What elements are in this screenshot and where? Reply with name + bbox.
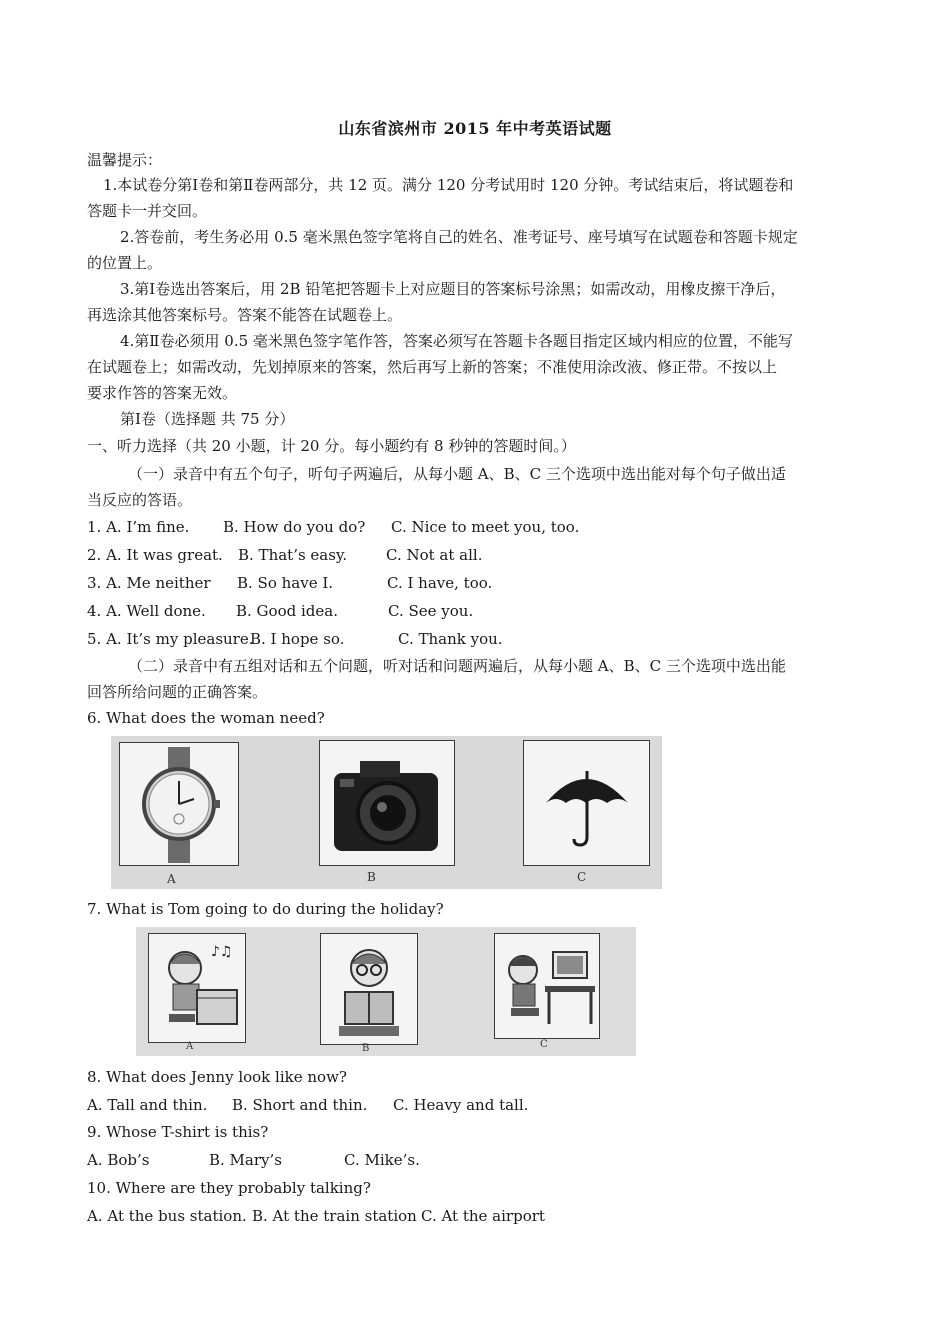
notice-item-3-line-2: 再选涂其他答案标号。答案不能答在试题卷上。 xyxy=(87,306,403,324)
notice-item-4-line-2: 在试题卷上；如需改动，先划掉原来的答案，然后再写上新的答案；不准使用涂改液、修正带。不按以上 xyxy=(87,358,778,376)
q5-option-c: C. Thank you. xyxy=(398,630,503,648)
play-piano-icon xyxy=(149,934,245,1042)
subsection-2-line-2: 回答所给问题的正确答案。 xyxy=(87,683,268,701)
q7-panel-b xyxy=(320,933,418,1045)
q10-option-a: A. At the bus station. xyxy=(87,1207,247,1225)
q7-caption-b: B xyxy=(362,1043,370,1054)
subsection-2-line-1: （二）录音中有五组对话和五个问题，听对话和问题两遍后，从每小题 A、B、C 三个选项中选出能 xyxy=(128,657,786,675)
q5-option-a: 5. A. It’s my pleasure. xyxy=(87,630,254,648)
notice-item-4-line-3: 要求作答的答案无效。 xyxy=(87,384,238,402)
section-1-heading: 一、听力选择（共 20 小题，计 20 分。每小题约有 8 秒钟的答题时间。） xyxy=(87,437,576,455)
notice-item-1-line-1: 1.本试卷分第Ⅰ卷和第Ⅱ卷两部分，共 12 页。满分 120 分考试用时 120 分钟。考试结束后，将试题卷和 xyxy=(103,176,794,194)
q8-option-b: B. Short and thin. xyxy=(232,1096,368,1114)
notice-heading: 温馨提示： xyxy=(87,151,163,169)
umbrella-icon xyxy=(524,741,649,865)
notice-item-3-line-1: 3.第Ⅰ卷选出答案后，用 2B 铅笔把答题卡上对应题目的答案标号涂黑；如需改动，用橡皮擦干净后， xyxy=(120,280,786,298)
q7-panel-c xyxy=(494,933,600,1039)
q7-question: 7. What is Tom going to do during the holiday? xyxy=(87,900,444,918)
q10-option-c: C. At the airport xyxy=(421,1207,545,1225)
q5-option-b: B. I hope so. xyxy=(250,630,345,648)
q4-option-c: C. See you. xyxy=(388,602,474,620)
q8-option-c: C. Heavy and tall. xyxy=(393,1096,529,1114)
subsection-1-line-2: 当反应的答语。 xyxy=(87,491,193,509)
q9-option-a: A. Bob’s xyxy=(87,1151,150,1169)
q9-option-b: B. Mary’s xyxy=(209,1151,282,1169)
q7-caption-a: A xyxy=(186,1041,194,1052)
q8-question: 8. What does Jenny look like now? xyxy=(87,1068,347,1086)
notice-item-2-line-2: 的位置上。 xyxy=(87,254,163,272)
q2-option-b: B. That’s easy. xyxy=(238,546,348,564)
q6-caption-b: B xyxy=(367,870,376,884)
q10-option-b: B. At the train station xyxy=(252,1207,417,1225)
q4-option-b: B. Good idea. xyxy=(236,602,338,620)
subsection-1-line-1: （一）录音中有五个句子，听句子两遍后，从每小题 A、B、C 三个选项中选出能对每个句子做出适 xyxy=(128,465,786,483)
watch-icon xyxy=(120,743,238,865)
q6-caption-a: A xyxy=(167,872,176,886)
q6-caption-c: C xyxy=(577,870,587,884)
page-title: 山东省滨州市 2015 年中考英语试题 xyxy=(338,119,612,138)
q9-option-c: C. Mike’s. xyxy=(344,1151,420,1169)
q6-panel-a xyxy=(119,742,239,866)
q2-option-c: C. Not at all. xyxy=(386,546,483,564)
q6-panel-c xyxy=(523,740,650,866)
notice-item-4-line-1: 4.第Ⅱ卷必须用 0.5 毫米黑色签字笔作答，答案必须写在答题卡各题目指定区域内相应的位置，不能写 xyxy=(120,332,793,350)
q1-option-a: 1. A. I’m fine. xyxy=(87,518,190,536)
q7-caption-c: C xyxy=(540,1039,548,1050)
use-computer-icon xyxy=(495,934,599,1038)
q6-panel-b xyxy=(319,740,455,866)
q3-option-b: B. So have I. xyxy=(237,574,334,592)
q3-option-a: 3. A. Me neither xyxy=(87,574,211,592)
notice-item-2-line-1: 2.答卷前，考生务必用 0.5 毫米黑色签字笔将自己的姓名、准考证号、座号填写在试题卷和答题卡规定 xyxy=(120,228,798,246)
q8-option-a: A. Tall and thin. xyxy=(87,1096,208,1114)
q1-option-b: B. How do you do? xyxy=(223,518,366,536)
q7-panel-a xyxy=(148,933,246,1043)
camera-icon xyxy=(320,741,454,865)
q1-option-c: C. Nice to meet you, too. xyxy=(391,518,580,536)
q6-figure xyxy=(111,736,662,889)
q3-option-c: C. I have, too. xyxy=(387,574,493,592)
q7-figure xyxy=(136,927,636,1056)
q10-question: 10. Where are they probably talking? xyxy=(87,1179,371,1197)
part-1-heading: 第Ⅰ卷（选择题 共 75 分） xyxy=(120,410,295,428)
q4-option-a: 4. A. Well done. xyxy=(87,602,206,620)
svg-text:♪♫: ♪♫ xyxy=(211,944,233,960)
read-book-icon xyxy=(321,934,417,1044)
notice-item-1-line-2: 答题卡一并交回。 xyxy=(87,202,208,220)
q9-question: 9. Whose T-shirt is this? xyxy=(87,1123,269,1141)
q2-option-a: 2. A. It was great. xyxy=(87,546,223,564)
q6-question: 6. What does the woman need? xyxy=(87,709,325,727)
